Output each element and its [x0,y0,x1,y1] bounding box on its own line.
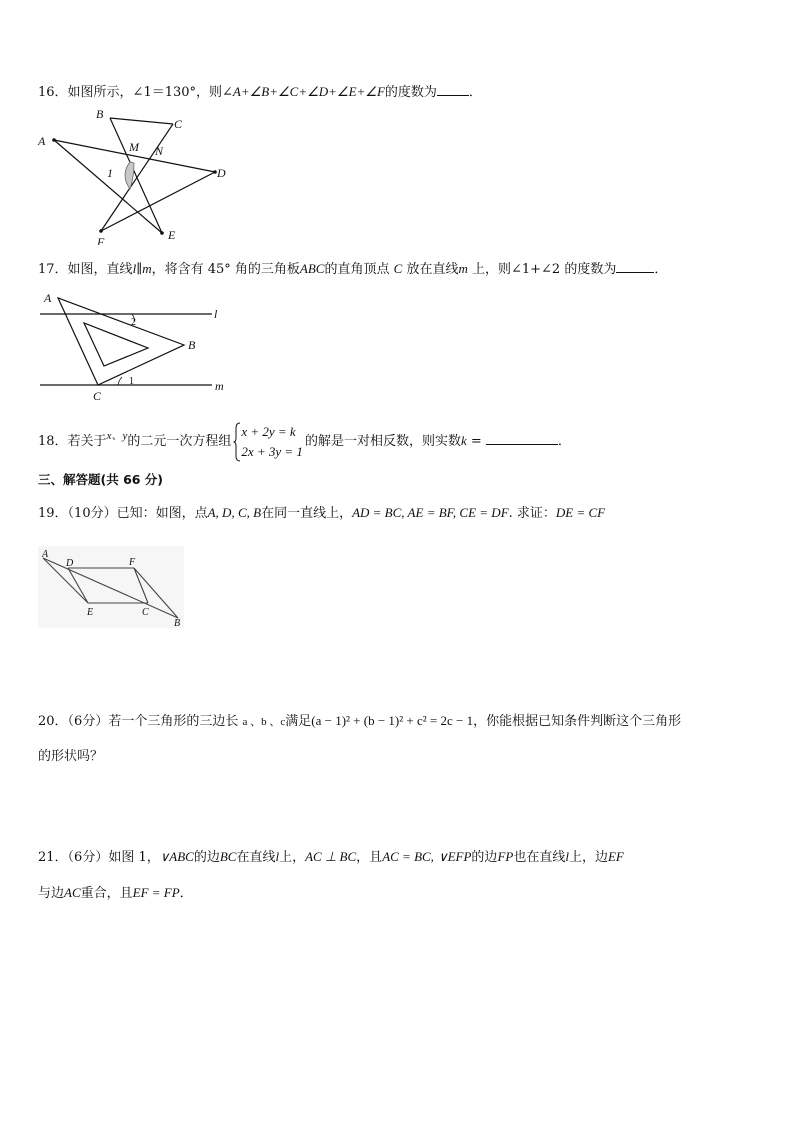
label-D: D [66,558,74,569]
segment-BC [110,118,173,124]
label-B: B [96,107,104,121]
label-1: 1 [107,166,113,180]
label-B: B [174,618,181,629]
label-F: F [97,235,105,245]
q18-xy: x、y [106,430,128,442]
figure-background [38,546,184,628]
q20-text-line2: 的形状吗？ [38,749,104,764]
q17-text: 17．如图，直线l∥m，将含有 45° 角的三角板ABC的直角顶点 C 放在直线m 上，则∠1+∠2 的度数为 ． [38,261,668,277]
label-D: D [217,166,226,180]
segment-AE [54,140,162,233]
equation-1: x + 2y = k [241,423,296,439]
equation-2: 2x + 3y = 1 [241,443,303,459]
q16-answer-blank[interactable] [437,83,469,96]
q20-text: 20．（6分）若一个三角形的三边长 a 、b 、c满足(a − 1)² + (b − 1)² + c² = 2c − 1，你能根据已知条件判断这个三角形 [38,713,682,729]
label-N: N [155,144,164,158]
q20-equation: (a − 1)² + (b − 1)² + c² = 2c − 1 [311,713,474,728]
label-B: B [188,338,196,352]
label-M: M [129,140,139,154]
label-C: C [142,607,149,618]
q17-figure [34,290,244,400]
equation-system [233,422,303,462]
triangle-ABC-outer [58,298,184,385]
section-header: 三、解答题(共 66 分) [38,472,164,487]
q21-text-line2: 与边AC重合，且EF = FP． [38,885,193,901]
q19-figure [38,546,188,630]
q18-answer-blank[interactable] [486,432,558,445]
segment-DF [101,172,215,231]
label-A: A [44,291,52,305]
label-F: F [129,557,136,568]
label-2: 2 [131,317,136,328]
triangle-ABC-inner [84,323,148,366]
q21-text: 21．（6分）如图 1，∨ABC的边BC在直线l上，AC ⊥ BC，且AC = BC, ∨EFP的边FP也在直线l上，边EF [38,849,624,865]
label-C: C [174,117,183,131]
q16-figure [34,105,274,245]
segment-BE [110,118,162,233]
label-A: A [38,134,46,148]
label-1: 1 [129,376,134,387]
brace-icon [233,422,241,462]
q17-answer-blank[interactable] [616,260,654,273]
q18-text: 18．若关于$^{x、y}$的二元一次方程组 x + 2y = k 2x + 3y = 1 的解是一对相反数，则实数k = ． [38,414,571,464]
label-m: m [215,379,224,393]
label-E: E [87,607,94,618]
q19-text: 19．（10分）已知：如图，点A, D, C, B在同一直线上，AD = BC, AE = BF, CE = DF. 求证：DE = CF [38,505,606,521]
q16-text: 16．如图所示，∠1＝130°，则∠A+∠B+∠C+∠D+∠E+∠F的度数为 ． [38,84,482,100]
label-A: A [42,549,49,560]
label-C: C [93,389,102,400]
label-E: E [168,228,176,242]
label-l: l [214,307,218,321]
